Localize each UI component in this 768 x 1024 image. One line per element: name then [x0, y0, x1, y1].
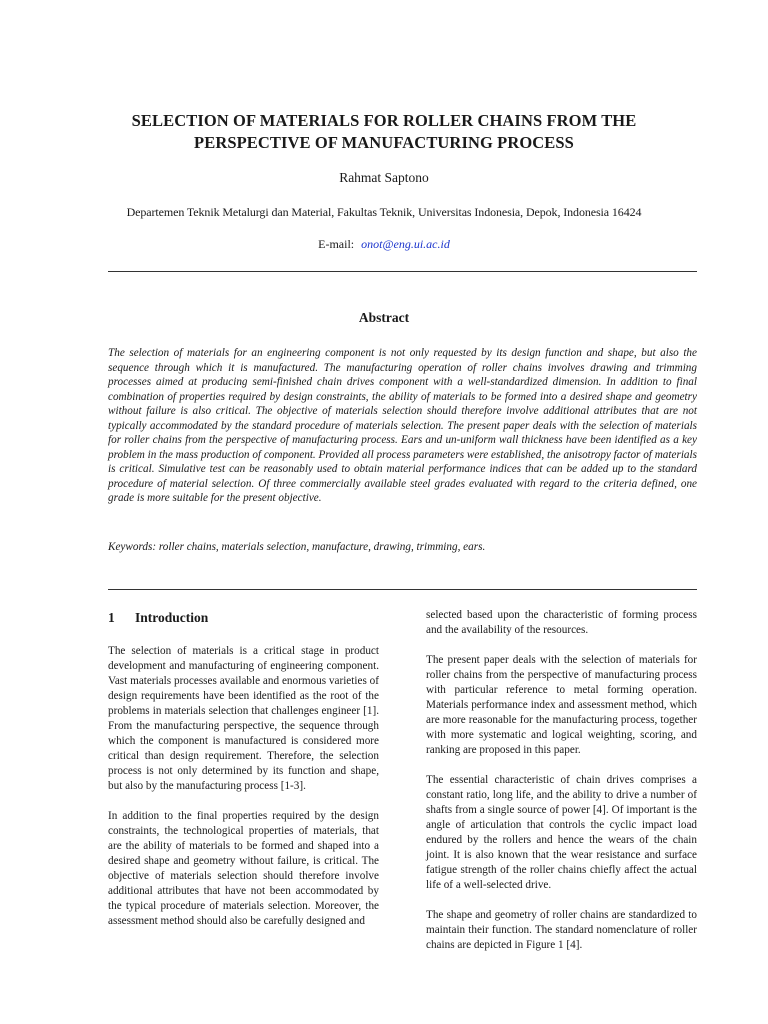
section-number: 1 [108, 610, 115, 625]
author-affiliation: Departemen Teknik Metalurgi dan Material, Fakultas Teknik, Universitas Indonesia, Depok, Indonesia 16424 [126, 205, 642, 219]
top-divider [108, 271, 697, 272]
paragraph: The essential characteristic of chain drives comprises a constant ratio, long life, and the ability to drive a number of shafts from a single source of power [4]. Of important is the angle of articulation that controls the cyclic impact load endured by the rollers and hence the wears of the chain joint. It is also known that the wear resistance and surface fatigue strength of the roller chains chiefly affect the actual life of a well-selected drive. [426, 774, 697, 891]
paragraph: The shape and geometry of roller chains are standardized to maintain their function. The standard nomenclature of roller chains are depicted in Figure 1 [4]. [426, 909, 697, 951]
section-title: Introduction [135, 610, 209, 625]
paragraph: In addition to the final properties required by the design constraints, the technological properties of materials, that are the ability of materials to be formed and shaped into a desired shape and geometry without failure, is critical. The objective of materials selection should therefore involve additional attributes that have not been accommodated by the typical procedure of materials selection. Moreover, the assessment method should also be carefully designed and [108, 810, 379, 927]
paragraph: selected based upon the characteristic of forming process and the availability of the resources. [426, 609, 697, 636]
email-label: E-mail: [318, 237, 355, 251]
author-name: Rahmat Saptono [339, 170, 429, 185]
abstract-text: The selection of materials for an engineering component is not only requested by its design function and shape, but also the sequence through which it is manufactured. The manufacturing operation of roller chains involves drawing and trimming processes aimed at producing semi-finished chain drives component with a well-standardized dimension. In addition to final combination of properties required by design constraints, the ability of materials to be formed into a desired shape and geometry without failure is also critical. The objective of materials selection should therefore involve additional attributes that are not typically accommodated by the standard procedure of materials selection. The present paper deals with the selection of materials for roller chains from the perspective of manufacturing process. Ears and un-uniform wall thickness have been identified as a key problem in the mass production of component. Provided all process parameters were established, the anisotropy factor of materials is critical. Simulative test can be reasonably used to obtain material performance indices that can be added up to the standard procedure of material selection. Of three commercially available steel grades evaluated with regard to the criteria defined, one grade is more suitable for the present objective. [108, 347, 697, 504]
right-column [426, 608, 697, 968]
email-line [80, 237, 688, 252]
paper-title-line-2: PERSPECTIVE OF MANUFACTURING PROCESS [194, 133, 574, 152]
abstract-divider [108, 589, 697, 590]
paragraph: The present paper deals with the selection of materials for roller chains from the perspective of manufacturing process with particular reference to metal forming operation. Materials performance index and assessment method, which are more reasonable for the manufacturing process, together with more systematic and logical weighting, scoring, and ranking are proposed in this paper. [426, 654, 697, 756]
keywords: Keywords: roller chains, materials selection, manufacture, drawing, trimming, ears. [108, 541, 486, 553]
paragraph: The selection of materials is a critical stage in product development and manufacturing of engineering component. Vast materials processes available and enormous varieties of design requirements have been identified as the root of the problems in materials selection that challenges engineer [1]. From the manufacturing perspective, the sequence through which the component is manufactured is considered more critical than design requirement. Therefore, the selection process is not only determined by its function and shape, but also by the manufacturing process [1-3]. [108, 645, 379, 792]
paper-title [80, 110, 688, 154]
email-link[interactable]: onot@eng.ui.ac.id [361, 237, 450, 251]
paper-title-line-1: SELECTION OF MATERIALS FOR ROLLER CHAINS FROM THE [131, 111, 637, 130]
section-heading-introduction [108, 610, 208, 626]
abstract-heading: Abstract [358, 310, 410, 325]
left-column [108, 644, 379, 944]
